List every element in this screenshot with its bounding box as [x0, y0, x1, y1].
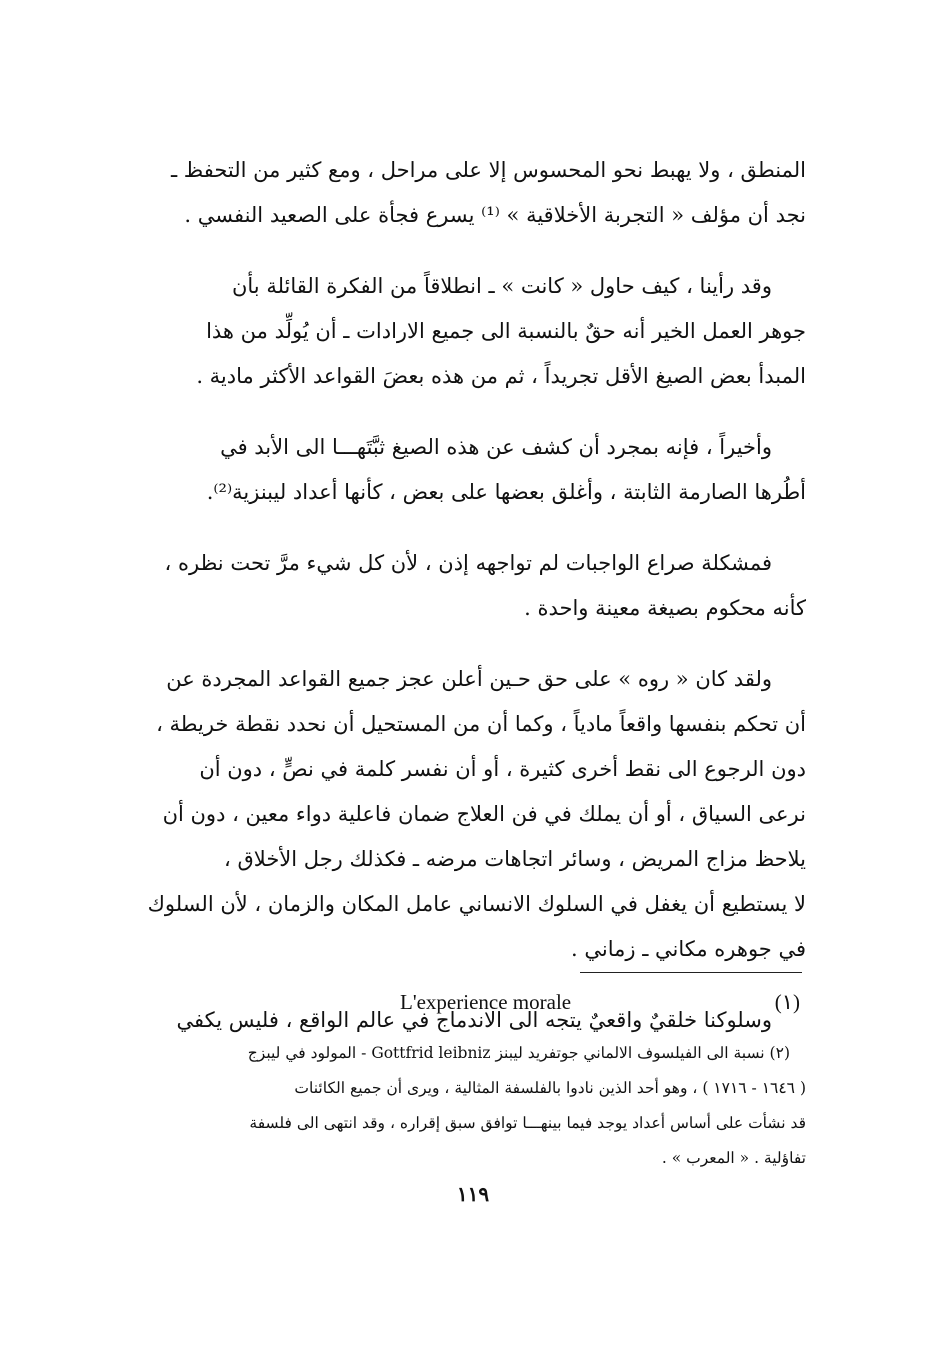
footnote-2: [128, 1036, 806, 1176]
footnote-divider: [580, 972, 802, 973]
footnote-line: تفاؤلية . « المعرب » .: [661, 1149, 806, 1167]
text-line: المبدأ بعض الصيغ الأقل تجريداً ، ثم من هذه بعضَ القواعد الأكثر مادية .: [196, 364, 806, 388]
footnote-1-marker: (١): [774, 990, 800, 1014]
page-number: ١١٩: [456, 1182, 490, 1206]
text-line: نرعى السياق ، أو أن يملك في فن العلاج ضمان فاعلية دواء معين ، دون أن: [162, 802, 806, 826]
text-line: جوهر العمل الخير أنه حقٌ بالنسبة الى جميع الارادات ـ أن يُولِّد من هذا: [206, 319, 806, 343]
text-line: في جوهره مكاني ـ زماني .: [571, 937, 806, 961]
text-line: أن تحكم بنفسها واقعاً مادياً ، وكما أن من المستحيل أن نحدد نقطة خريطة ،: [156, 712, 806, 736]
paragraph: [128, 264, 806, 399]
text-line: فمشكلة صراع الواجبات لم تواجهه إذن ، لأن كل شيء مرَّ تحت نظره ،: [164, 551, 772, 575]
footnote-line: قد نشأت على أساس أعداد يوجد فيما بينهـــا توافق سبق إقراره ، وقد انتهى الى فلسفة: [249, 1114, 806, 1132]
paragraph: [128, 425, 806, 515]
main-text: [128, 148, 806, 1069]
paragraph: [128, 148, 806, 238]
text-line: وأخيراً ، فإنه بمجرد أن كشف عن هذه الصيغ ثبَّتَهـــا الى الأبد في: [220, 435, 772, 459]
text-line: نجد أن مؤلف « التجربة الأخلاقية » ⁽¹⁾ يسرع فجأة على الصعيد النفسي .: [184, 203, 806, 227]
text-line: يلاحظ مزاج المريض ، وسائر اتجاهات مرضه ـ فكذلك رجل الأخلاق ،: [224, 847, 806, 871]
text-line: وسلوكنا خلقيٌ واقعيٌ يتجه الى الاندماج في عالم الواقع ، فليس يكفي: [176, 1008, 772, 1032]
footnote-line: (٢) نسبة الى الفيلسوف الالماني جوتفريد ليبنز Gottfrid leibniz - المولود في ليبزج: [247, 1044, 790, 1062]
footnote-1-text: L'experience morale: [400, 990, 572, 1014]
text-line: أطُرها الصارمة الثابتة ، وأغلق بعضها على بعض ، كأنها أعداد ليبنزية⁽²⁾.: [206, 480, 806, 504]
text-line: دون الرجوع الى نقط أخرى كثيرة ، أو أن نفسر كلمة في نصٍّ ، دون أن: [199, 757, 806, 781]
paragraph: [128, 541, 806, 631]
footnote-line: ( ١٦٤٦ - ١٧١٦ ) ، وهو أحد الذين نادوا بالفلسفة المثالية ، ويرى أن جميع الكائنات: [294, 1079, 806, 1097]
paragraph: [128, 657, 806, 972]
text-line: لا يستطيع أن يغفل في السلوك الانساني عامل المكان والزمان ، لأن السلوك: [147, 892, 806, 916]
text-line: ولقد كان « روه » على حق حـين أعلن عجز جميع القواعد المجردة عن: [166, 667, 772, 691]
text-line: كأنه محكوم بصيغة معينة واحدة .: [524, 596, 806, 620]
text-line: وقد رأينا ، كيف حاول « كانت » ـ انطلاقاً من الفكرة القائلة بأن: [231, 274, 772, 298]
text-line: المنطق ، ولا يهبط نحو المحسوس إلا على مراحل ، ومع كثير من التحفظ ـ: [170, 158, 806, 182]
footnote-1: [400, 990, 800, 1015]
